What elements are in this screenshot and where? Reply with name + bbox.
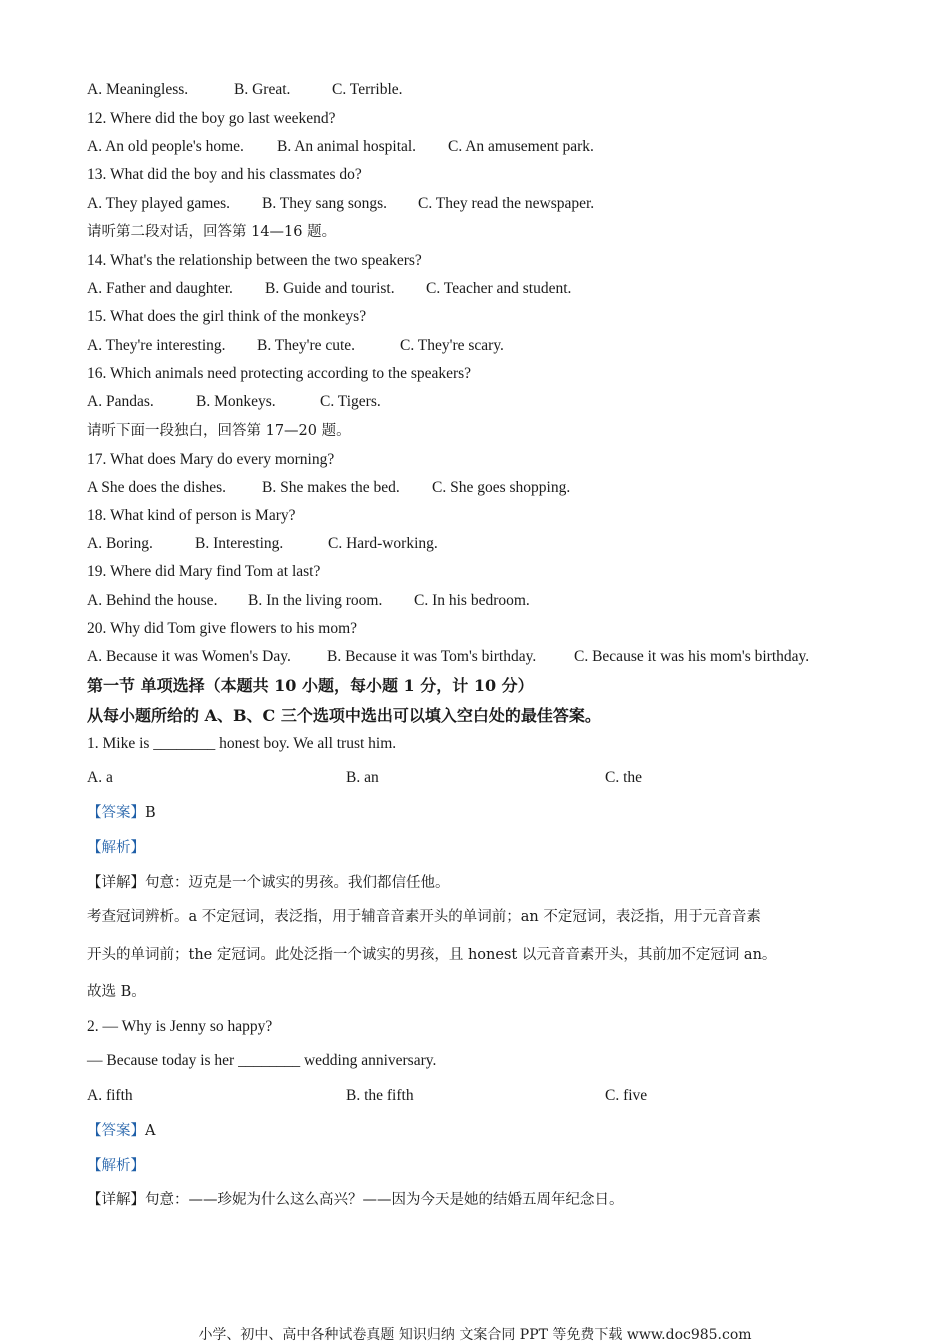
analysis-tag: 【解析】 (87, 1158, 145, 1174)
option-a: A. Behind the house. (87, 592, 218, 609)
option-a: A. a (87, 769, 113, 786)
option-c: C. Terrible. (332, 81, 403, 98)
question-12: 12. Where did the boy go last weekend? (87, 110, 336, 127)
question-14: 14. What's the relationship between the two speakers? (87, 252, 422, 269)
question-15: 15. What does the girl think of the monkeys? (87, 308, 367, 325)
directions-monologue: 请听下面一段独白，回答第 17—20 题。 (87, 423, 351, 439)
section-instruction: 从每小题所给的 A、B、C 三个选项中选出可以填入空白处的最佳答案。 (87, 706, 601, 725)
option-a: A She does the dishes. (87, 479, 227, 496)
option-c: C. She goes shopping. (432, 479, 571, 496)
option-b: B. An animal hospital. (277, 138, 417, 155)
option-b: B. Monkeys. (196, 393, 276, 410)
page-footer: 小学、初中、高中各种试卷真题 知识归纳 文案合同 PPT 等免费下载 www.doc985.com (198, 1327, 752, 1343)
question-13: 13. What did the boy and his classmates do? (87, 166, 362, 183)
q2-detail (87, 1190, 624, 1210)
question-20: 20. Why did Tom give flowers to his mom? (87, 620, 358, 637)
option-c: C. Because it was his mom's birthday. (574, 648, 810, 665)
option-c: C. Teacher and student. (426, 280, 572, 297)
option-b: B. Because it was Tom's birthday. (327, 648, 537, 665)
option-b: B. In the living room. (248, 592, 383, 609)
detail-text: 句意：迈克是一个诚实的男孩。我们都信任他。 (145, 875, 450, 891)
option-b: B. an (346, 769, 379, 786)
q1-analysis-tag (87, 838, 145, 858)
question-19: 19. Where did Mary find Tom at last? (87, 563, 321, 580)
option-a: A. They played games. (87, 195, 231, 212)
option-c: C. five (605, 1087, 648, 1104)
option-c: C. Tigers. (320, 393, 381, 410)
option-a: A. Because it was Women's Day. (87, 648, 291, 665)
q1-explain-line1: 考查冠词辨析。a 不定冠词，表泛指，用于辅音音素开头的单词前；an 不定冠词，表泛指，用于元音音素 (87, 909, 761, 925)
q1-explain-line2: 开头的单词前；the 定冠词。此处泛指一个诚实的男孩，且 honest 以元音音素开头，其前加不定冠词 an。 (87, 947, 777, 963)
answer-tag: 【答案】 (87, 805, 145, 821)
option-a: A. They're interesting. (87, 337, 226, 354)
answer-tag: 【答案】 (87, 1123, 145, 1139)
option-c: C. An amusement park. (448, 138, 594, 155)
option-b: B. the fifth (346, 1087, 414, 1104)
option-a: A. Boring. (87, 535, 153, 552)
option-b: B. Great. (234, 81, 291, 98)
option-b: B. She makes the bed. (262, 479, 400, 496)
option-b: B. They're cute. (257, 337, 356, 354)
q1-conclusion: 故选 B。 (87, 984, 146, 1000)
option-a: A. Pandas. (87, 393, 154, 410)
q2-answer (87, 1121, 155, 1141)
detail-text: 句意：——珍妮为什么这么高兴？——因为今天是她的结婚五周年纪念日。 (145, 1192, 624, 1208)
question-16: 16. Which animals need protecting according to the speakers? (87, 365, 472, 382)
analysis-tag: 【解析】 (87, 840, 145, 856)
q1-stem: 1. Mike is ________ honest boy. We all trust him. (87, 735, 397, 752)
option-a: A. An old people's home. (87, 138, 244, 155)
directions-dialogue-2: 请听第二段对话，回答第 14—16 题。 (87, 224, 337, 240)
option-a: A. fifth (87, 1087, 133, 1104)
option-c: C. Hard-working. (328, 535, 438, 552)
question-17: 17. What does Mary do every morning? (87, 451, 335, 468)
option-a: A. Meaningless. (87, 81, 189, 98)
q1-detail (87, 873, 450, 893)
detail-tag: 【详解】 (87, 1192, 145, 1208)
q2-stem-1: 2. — Why is Jenny so happy? (87, 1018, 273, 1035)
answer-value: B (145, 805, 156, 821)
q2-analysis-tag (87, 1156, 145, 1176)
detail-tag: 【详解】 (87, 875, 145, 891)
option-a: A. Father and daughter. (87, 280, 233, 297)
option-b: B. They sang songs. (262, 195, 388, 212)
answer-value: A (145, 1123, 156, 1139)
q2-stem-2: — Because today is her ________ wedding anniversary. (87, 1052, 437, 1069)
option-c: C. They're scary. (400, 337, 504, 354)
option-b: B. Interesting. (195, 535, 284, 552)
question-18: 18. What kind of person is Mary? (87, 507, 296, 524)
q1-answer (87, 803, 156, 823)
option-c: C. In his bedroom. (414, 592, 530, 609)
option-c: C. the (605, 769, 643, 786)
option-b: B. Guide and tourist. (265, 280, 395, 297)
section-title: 第一节 单项选择（本题共 10 小题，每小题 1 分，计 10 分） (87, 676, 534, 695)
option-c: C. They read the newspaper. (418, 195, 595, 212)
